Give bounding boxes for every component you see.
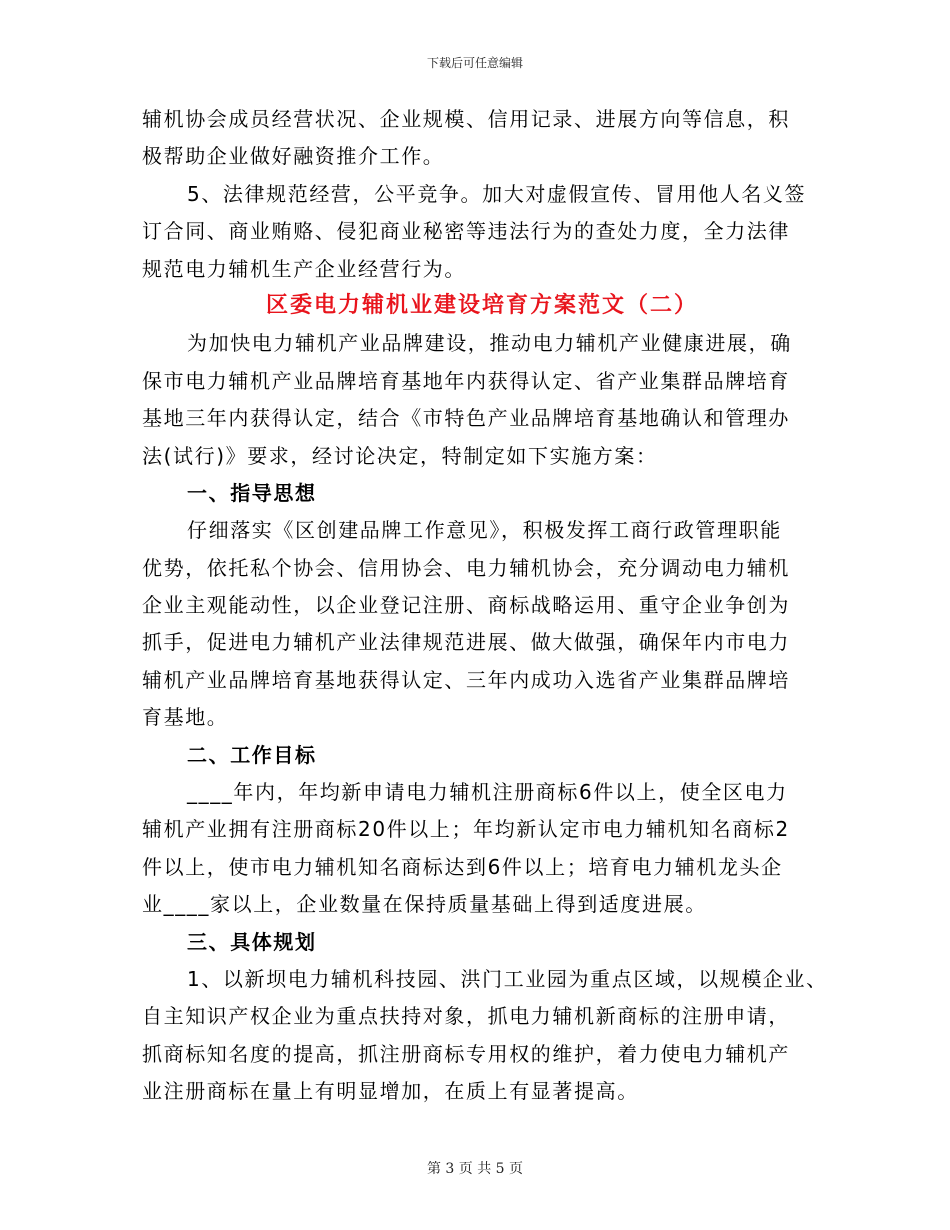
- paragraph-line: 抓手，促进电力辅机产业法律规范进展、做大做强，确保年内市电力: [142, 630, 790, 655]
- paragraph-line: 辅机产业拥有注册商标20件以上；年均新认定市电力辅机知名商标2: [142, 817, 790, 842]
- paragraph-line: 1、以新坝电力辅机科技园、洪门工业园为重点区域，以规模企业、: [187, 966, 828, 991]
- paragraph-line: 法(试行)》要求，经讨论决定，特制定如下实施方案：: [142, 443, 658, 468]
- paragraph-line: 件以上，使市电力辅机知名商标达到6件以上；培育电力辅机龙头企: [142, 854, 783, 879]
- paragraph-line: 业注册商标在量上有明显增加，在质上有显著提高。: [142, 1079, 639, 1104]
- paragraph-line: ____年内，年均新申请电力辅机注册商标6件以上，使全区电力: [187, 780, 788, 805]
- paragraph-line: 为加快电力辅机产业品牌建设，推动电力辅机产业健康进展，确: [187, 331, 792, 356]
- paragraph-line: 抓商标知名度的提高，抓注册商标专用权的维护，着力使电力辅机产: [142, 1041, 790, 1066]
- document-body: [142, 108, 832, 1118]
- paragraph-line: 基地三年内获得认定，结合《市特色产业品牌培育基地确认和管理办: [142, 406, 790, 431]
- paragraph-line: 业____家以上，企业数量在保持质量基础上得到适度进展。: [142, 892, 707, 917]
- paragraph-line: 辅机协会成员经营状况、企业规模、信用记录、进展方向等信息，积: [142, 107, 790, 131]
- section-title: 区委电力辅机业建设培育方案范文（二）: [265, 292, 698, 318]
- paragraph-line: 规范电力辅机生产企业经营行为。: [142, 256, 466, 281]
- paragraph-line: 订合同、商业贿赂、侵犯商业秘密等违法行为的查处力度，全力法律: [142, 219, 790, 244]
- page-footer: 第 3 页 共 5 页: [426, 1161, 524, 1177]
- heading-guiding-ideology: 一、指导思想: [187, 480, 317, 505]
- paragraph-line: 保市电力辅机产业品牌培育基地年内获得认定、省产业集群品牌培育: [142, 368, 790, 393]
- paragraph-line: 5、法律规范经营，公平竞争。加大对虚假宣传、冒用他人名义签: [187, 181, 807, 206]
- paragraph-line: 仔细落实《区创建品牌工作意见》，积极发挥工商行政管理职能: [187, 518, 782, 543]
- page-header: 下载后可任意编辑: [426, 56, 523, 70]
- paragraph-line: 辅机产业品牌培育基地获得认定、三年内成功入选省产业集群品牌培: [142, 667, 790, 692]
- heading-work-goals: 二、工作目标: [187, 742, 317, 767]
- paragraph-line: 自主知识产权企业为重点扶持对象，抓电力辅机新商标的注册申请，: [142, 1004, 790, 1029]
- paragraph-line: 企业主观能动性，以企业登记注册、商标战略运用、重守企业争创为: [142, 593, 790, 618]
- paragraph-line: 极帮助企业做好融资推介工作。: [142, 144, 445, 169]
- paragraph-line: 育基地。: [142, 705, 229, 730]
- heading-specific-plan: 三、具体规划: [187, 929, 317, 954]
- paragraph-line: 优势，依托私个协会、信用协会、电力辅机协会，充分调动电力辅机: [142, 555, 790, 580]
